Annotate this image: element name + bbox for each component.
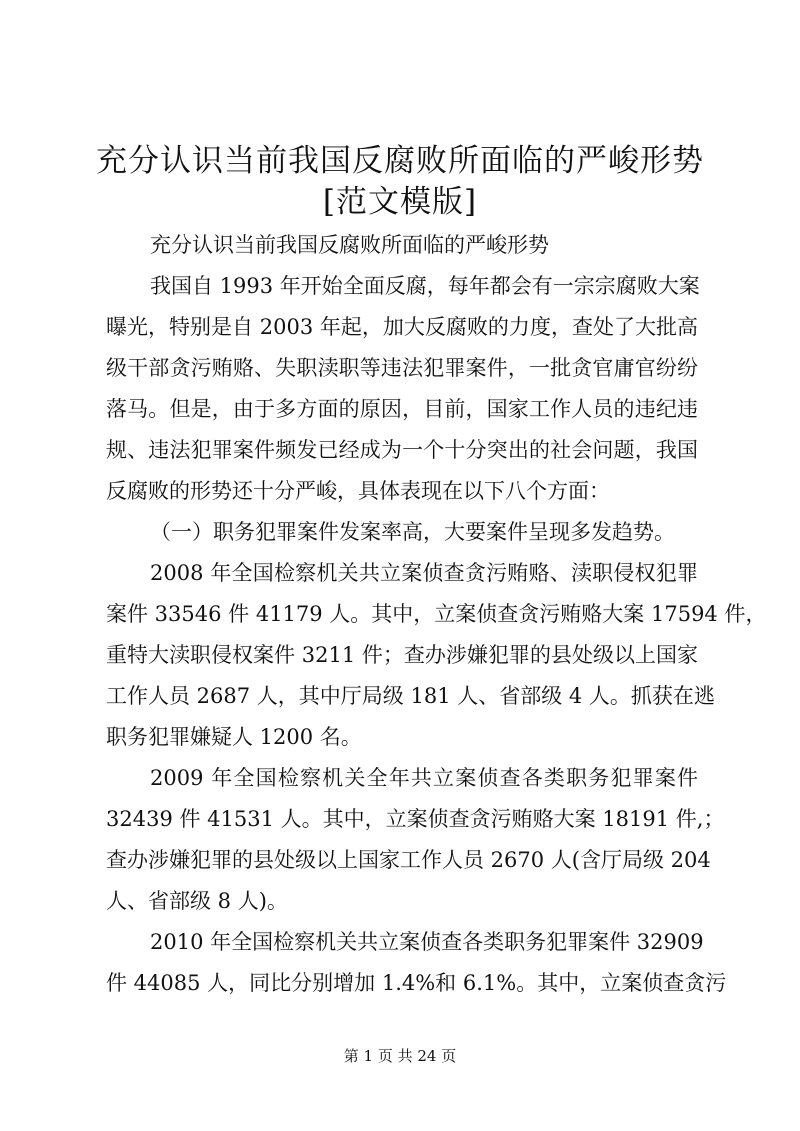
page-footer: 第 1 页 共 24 页: [343, 1047, 457, 1065]
section-heading: （一）职务犯罪案件发案率高，大要案件呈现多发趋势。: [150, 520, 675, 544]
paragraph-line: 反腐败的形势还十分严峻，具体表现在以下八个方面：: [106, 479, 610, 503]
paragraph-line: 级干部贪污贿赂、失职渎职等违法犯罪案件，一批贪官庸官纷纷: [106, 356, 698, 380]
paragraph-line: 曝光，特别是自 2003 年起，加大反腐败的力度，查处了大批高: [106, 315, 698, 339]
paragraph-line: 32439 件 41531 人。其中，立案侦查贪污贿赂大案 18191 件,；: [106, 807, 725, 831]
paragraph-line: 我国自 1993 年开始全面反腐，每年都会有一宗宗腐败大案: [150, 274, 700, 298]
paragraph-line: 重特大渎职侵权案件 3211 件；查办涉嫌犯罪的县处级以上国家: [106, 643, 698, 667]
paragraph-line: 规、违法犯罪案件频发已经成为一个十分突出的社会问题，我国: [106, 438, 698, 462]
paragraph-line: 工作人员 2687 人，其中厅局级 181 人、省部级 4 人。抓获在逃: [106, 684, 715, 708]
document-title: 充分认识当前我国反腐败所面临的严峻形势: [96, 143, 704, 179]
document-subtitle: 充分认识当前我国反腐败所面临的严峻形势: [150, 233, 549, 257]
paragraph-line: 件 44085 人，同比分别增加 1.4%和 6.1%。其中，立案侦查贪污: [106, 971, 727, 995]
paragraph-line: 2010 年全国检察机关共立案侦查各类职务犯罪案件 32909: [150, 930, 704, 954]
paragraph-line: 2009 年全国检察机关全年共立案侦查各类职务犯罪案件: [150, 766, 698, 790]
paragraph-line: 人、省部级 8 人)。: [106, 889, 288, 913]
paragraph-line: 2008 年全国检察机关共立案侦查贪污贿赂、渎职侵权犯罪: [150, 561, 698, 585]
document-title-tag: [范文模版]: [322, 184, 478, 220]
paragraph-line: 落马。但是，由于多方面的原因，目前，国家工作人员的违纪违: [106, 397, 698, 421]
paragraph-line: 查办涉嫌犯罪的县处级以上国家工作人员 2670 人(含厅局级 204: [106, 848, 711, 872]
paragraph-line: 案件 33546 件 41179 人。其中，立案侦查贪污贿赂大案 17594 件，: [106, 602, 767, 626]
paragraph-line: 职务犯罪嫌疑人 1200 名。: [106, 725, 362, 749]
